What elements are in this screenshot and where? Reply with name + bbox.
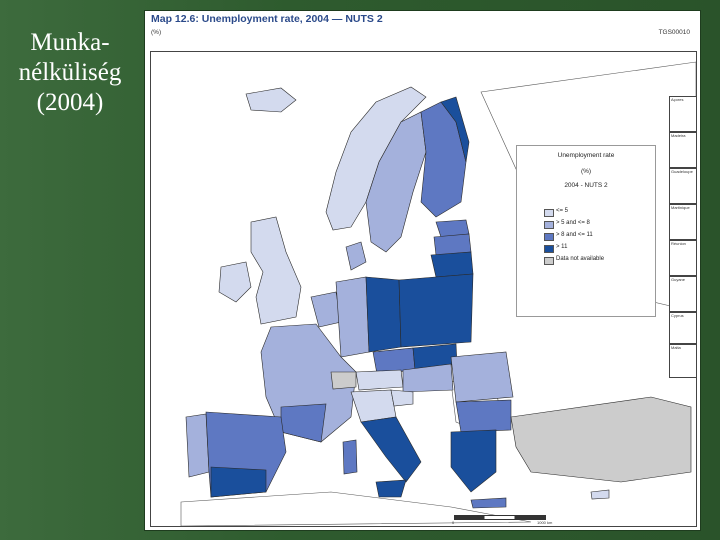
map-header	[145, 11, 700, 53]
iceland	[246, 88, 296, 112]
legend-title: Unemployment rate	[557, 152, 615, 159]
inset-label: Martinique	[671, 205, 690, 210]
united-kingdom	[251, 217, 301, 324]
inset-label: Guyane	[671, 277, 686, 282]
inset-label: Réunion	[671, 241, 686, 246]
slovenia	[391, 390, 413, 406]
denmark	[346, 242, 366, 270]
africa-coast	[181, 492, 531, 526]
italy-north	[351, 390, 396, 422]
bulgaria	[456, 400, 511, 432]
turkey	[511, 397, 691, 482]
legend-label: Data not available	[556, 256, 605, 262]
inset-map	[669, 132, 697, 168]
greece	[451, 430, 496, 492]
legend-swatch	[544, 257, 554, 265]
inset-label: Madeira	[671, 133, 686, 138]
scale-start-label: 0	[452, 520, 455, 525]
map-panel	[145, 11, 700, 530]
switzerland	[331, 372, 356, 389]
legend-subtitle: 2004 - NUTS 2	[564, 182, 608, 189]
scale-bar	[454, 515, 546, 520]
title-line: Munka-	[30, 29, 110, 56]
inset-maps	[669, 96, 697, 378]
legend-label: <= 5	[556, 208, 569, 214]
title-line: (2004)	[36, 89, 104, 116]
crete	[471, 498, 506, 508]
map-code: TGS00010	[658, 29, 690, 36]
inset-map	[669, 168, 697, 204]
inset-map	[669, 204, 697, 240]
latvia	[434, 234, 471, 255]
legend-label: > 11	[556, 244, 568, 250]
poland	[399, 274, 473, 347]
map-legend	[516, 145, 656, 317]
legend-swatch	[544, 233, 554, 241]
cyprus	[591, 490, 609, 499]
benelux	[311, 292, 341, 327]
inset-map	[669, 276, 697, 312]
inset-label: Malta	[671, 345, 681, 350]
romania	[451, 352, 513, 402]
italy-south	[361, 417, 421, 482]
inset-label: Guadeloupe	[671, 169, 693, 174]
sardinia	[343, 440, 357, 474]
scale-end-label: 1000 km	[537, 520, 553, 525]
germany-west	[336, 277, 369, 357]
title-line: nélküliség	[18, 59, 122, 86]
sicily	[376, 480, 406, 497]
legend-label: > 5 and <= 8	[556, 220, 590, 226]
lithuania	[431, 252, 473, 277]
france-south	[281, 404, 326, 442]
inset-map	[669, 240, 697, 276]
legend-unit: (%)	[580, 168, 592, 175]
spain-south	[211, 467, 266, 497]
legend-swatch	[544, 245, 554, 253]
slide-title	[0, 28, 140, 118]
legend-label: > 8 and <= 11	[556, 232, 593, 238]
inset-map	[669, 344, 697, 378]
map-title: Map 12.6: Unemployment rate, 2004 — NUTS 2	[151, 13, 383, 25]
portugal	[186, 414, 209, 477]
legend-swatch	[544, 209, 554, 217]
germany-east	[366, 277, 401, 352]
legend-swatch	[544, 221, 554, 229]
ireland	[219, 262, 251, 302]
austria	[356, 370, 403, 390]
inset-map	[669, 312, 697, 344]
inset-label: Açores	[671, 97, 684, 102]
map-area	[150, 51, 697, 527]
inset-map	[669, 96, 697, 132]
inset-label: Cyprus	[671, 313, 684, 318]
map-unit: (%)	[151, 29, 162, 36]
